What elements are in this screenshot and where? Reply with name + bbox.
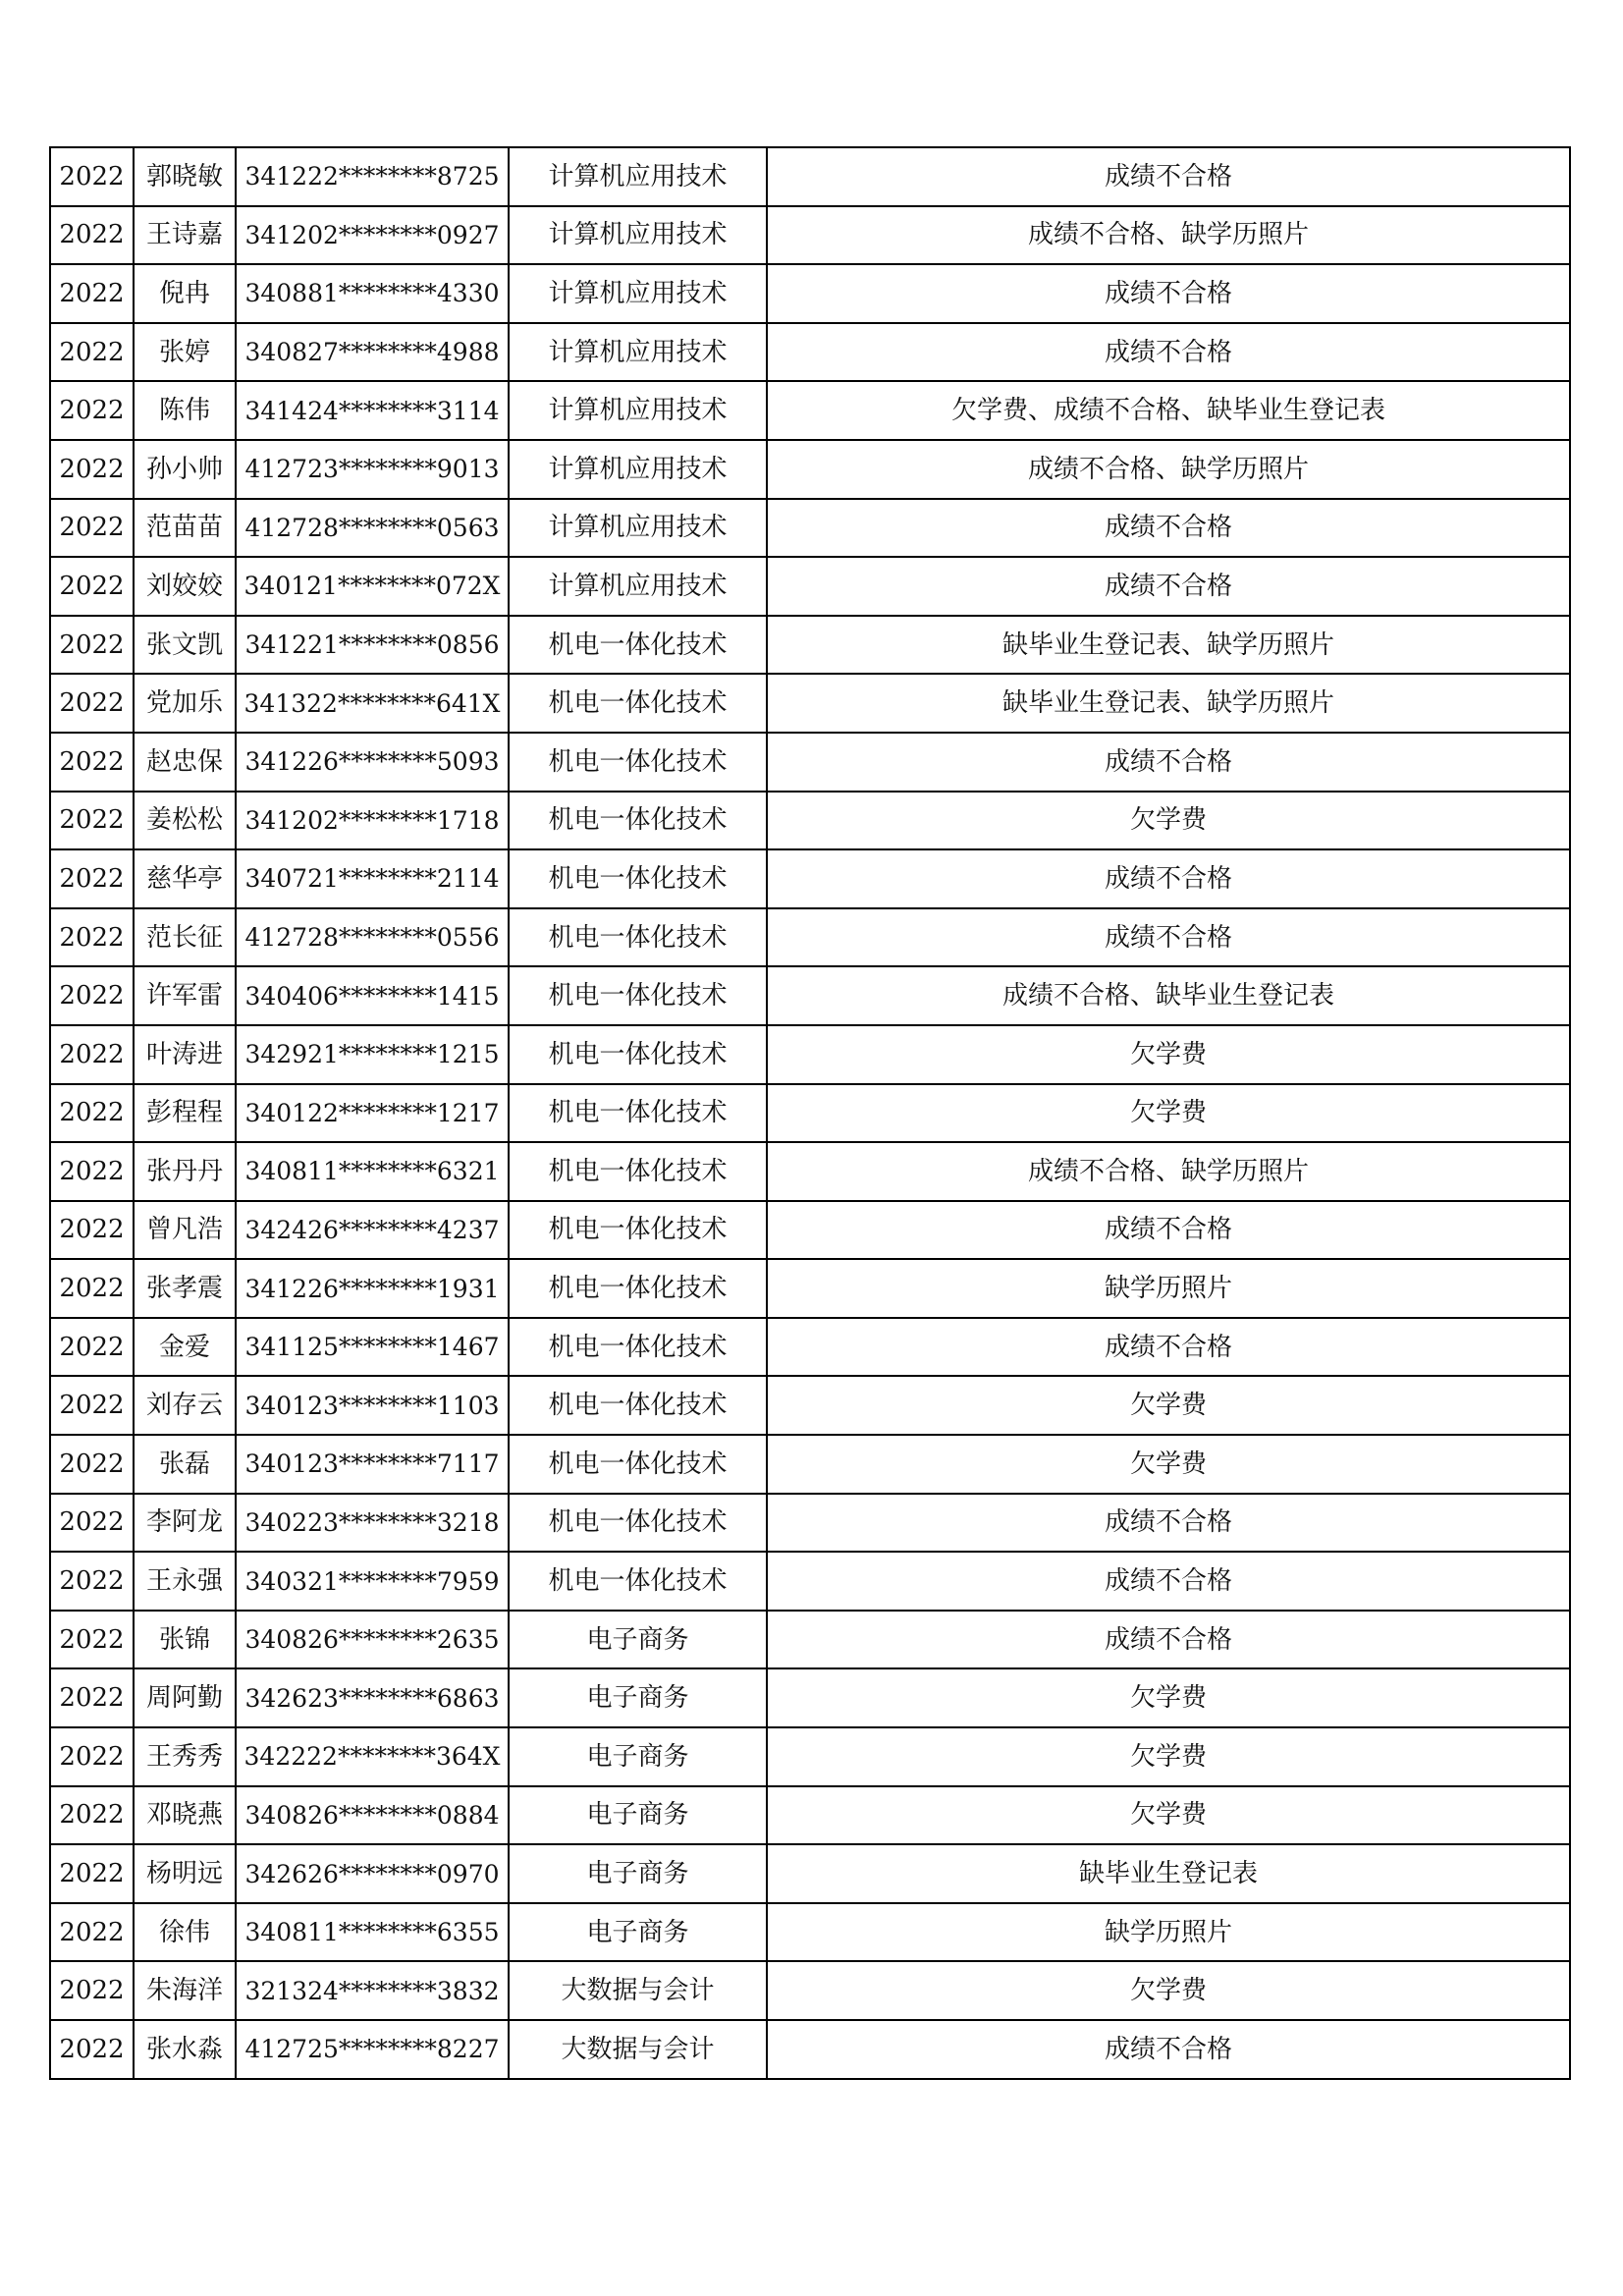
table-row: [50, 1961, 1570, 2020]
cell-reason: 成绩不合格、缺学历照片: [767, 206, 1570, 265]
cell-major: 电子商务: [509, 1786, 767, 1845]
cell-year: 2022: [50, 674, 134, 733]
cell-reason: 欠学费: [767, 1376, 1570, 1435]
cell-reason: 成绩不合格: [767, 2020, 1570, 2079]
cell-year: 2022: [50, 1084, 134, 1143]
table-row: [50, 1084, 1570, 1143]
cell-id-number: 342623********6863: [236, 1668, 509, 1727]
cell-reason: 成绩不合格: [767, 1611, 1570, 1669]
cell-reason: 成绩不合格: [767, 1318, 1570, 1377]
table-row: [50, 2020, 1570, 2079]
cell-year: 2022: [50, 616, 134, 675]
cell-reason: 欠学费、成绩不合格、缺毕业生登记表: [767, 381, 1570, 440]
cell-name: 慈华亭: [134, 849, 236, 908]
cell-year: 2022: [50, 1903, 134, 1962]
table-row: [50, 1668, 1570, 1727]
cell-major: 机电一体化技术: [509, 908, 767, 967]
cell-id-number: 341424********3114: [236, 381, 509, 440]
table-row: [50, 147, 1570, 206]
cell-reason: 缺学历照片: [767, 1259, 1570, 1318]
cell-year: 2022: [50, 1668, 134, 1727]
cell-year: 2022: [50, 206, 134, 265]
cell-id-number: 340826********2635: [236, 1611, 509, 1669]
cell-major: 计算机应用技术: [509, 499, 767, 558]
table-row: [50, 792, 1570, 850]
cell-reason: 欠学费: [767, 1435, 1570, 1494]
cell-major: 机电一体化技术: [509, 966, 767, 1025]
cell-reason: 欠学费: [767, 1084, 1570, 1143]
cell-id-number: 340811********6355: [236, 1903, 509, 1962]
cell-major: 机电一体化技术: [509, 674, 767, 733]
cell-major: 电子商务: [509, 1727, 767, 1786]
cell-major: 电子商务: [509, 1668, 767, 1727]
cell-name: 张文凯: [134, 616, 236, 675]
cell-id-number: 341125********1467: [236, 1318, 509, 1377]
cell-major: 机电一体化技术: [509, 1142, 767, 1201]
cell-year: 2022: [50, 1376, 134, 1435]
cell-major: 大数据与会计: [509, 2020, 767, 2079]
cell-id-number: 340881********4330: [236, 264, 509, 323]
cell-reason: 成绩不合格、缺学历照片: [767, 440, 1570, 499]
cell-major: 机电一体化技术: [509, 1025, 767, 1084]
cell-name: 王永强: [134, 1552, 236, 1611]
cell-id-number: 340123********1103: [236, 1376, 509, 1435]
cell-reason: 成绩不合格: [767, 1201, 1570, 1260]
cell-name: 张婷: [134, 323, 236, 382]
cell-major: 机电一体化技术: [509, 733, 767, 792]
cell-id-number: 412728********0563: [236, 499, 509, 558]
cell-year: 2022: [50, 1435, 134, 1494]
cell-name: 党加乐: [134, 674, 236, 733]
cell-name: 郭晓敏: [134, 147, 236, 206]
cell-major: 机电一体化技术: [509, 1201, 767, 1260]
cell-reason: 欠学费: [767, 1668, 1570, 1727]
cell-name: 倪冉: [134, 264, 236, 323]
cell-name: 徐伟: [134, 1903, 236, 1962]
cell-year: 2022: [50, 966, 134, 1025]
cell-reason: 成绩不合格: [767, 147, 1570, 206]
cell-major: 计算机应用技术: [509, 147, 767, 206]
cell-name: 范苗苗: [134, 499, 236, 558]
table-row: [50, 616, 1570, 675]
table-row: [50, 1494, 1570, 1553]
table-row: [50, 264, 1570, 323]
cell-year: 2022: [50, 1025, 134, 1084]
table-row: [50, 674, 1570, 733]
cell-name: 范长征: [134, 908, 236, 967]
cell-name: 许军雷: [134, 966, 236, 1025]
cell-reason: 缺毕业生登记表、缺学历照片: [767, 674, 1570, 733]
cell-id-number: 340223********3218: [236, 1494, 509, 1553]
cell-year: 2022: [50, 733, 134, 792]
cell-major: 机电一体化技术: [509, 616, 767, 675]
cell-name: 孙小帅: [134, 440, 236, 499]
cell-reason: 成绩不合格: [767, 1552, 1570, 1611]
cell-reason: 成绩不合格: [767, 499, 1570, 558]
cell-year: 2022: [50, 1494, 134, 1553]
cell-name: 王秀秀: [134, 1727, 236, 1786]
table-row: [50, 1611, 1570, 1669]
cell-name: 姜松松: [134, 792, 236, 850]
cell-year: 2022: [50, 1727, 134, 1786]
cell-id-number: 341226********5093: [236, 733, 509, 792]
cell-name: 邓晓燕: [134, 1786, 236, 1845]
cell-major: 计算机应用技术: [509, 264, 767, 323]
cell-id-number: 340321********7959: [236, 1552, 509, 1611]
table-row: [50, 323, 1570, 382]
cell-name: 张锦: [134, 1611, 236, 1669]
cell-name: 叶涛进: [134, 1025, 236, 1084]
cell-reason: 成绩不合格、缺毕业生登记表: [767, 966, 1570, 1025]
table-row: [50, 1727, 1570, 1786]
table-row: [50, 1318, 1570, 1377]
cell-year: 2022: [50, 1786, 134, 1845]
cell-year: 2022: [50, 1552, 134, 1611]
cell-year: 2022: [50, 792, 134, 850]
cell-name: 张丹丹: [134, 1142, 236, 1201]
cell-reason: 成绩不合格: [767, 557, 1570, 616]
cell-reason: 成绩不合格、缺学历照片: [767, 1142, 1570, 1201]
cell-reason: 缺毕业生登记表、缺学历照片: [767, 616, 1570, 675]
cell-year: 2022: [50, 908, 134, 967]
cell-name: 陈伟: [134, 381, 236, 440]
cell-major: 机电一体化技术: [509, 1318, 767, 1377]
cell-reason: 成绩不合格: [767, 1494, 1570, 1553]
cell-name: 张水淼: [134, 2020, 236, 2079]
cell-year: 2022: [50, 557, 134, 616]
cell-year: 2022: [50, 381, 134, 440]
cell-reason: 成绩不合格: [767, 908, 1570, 967]
cell-year: 2022: [50, 1201, 134, 1260]
cell-year: 2022: [50, 440, 134, 499]
cell-major: 机电一体化技术: [509, 1435, 767, 1494]
cell-id-number: 342921********1215: [236, 1025, 509, 1084]
table-row: [50, 499, 1570, 558]
cell-year: 2022: [50, 1318, 134, 1377]
cell-id-number: 341202********1718: [236, 792, 509, 850]
cell-major: 电子商务: [509, 1611, 767, 1669]
cell-major: 电子商务: [509, 1903, 767, 1962]
cell-name: 曾凡浩: [134, 1201, 236, 1260]
cell-major: 计算机应用技术: [509, 557, 767, 616]
cell-name: 赵忠保: [134, 733, 236, 792]
cell-id-number: 341226********1931: [236, 1259, 509, 1318]
table-row: [50, 1259, 1570, 1318]
table-row: [50, 440, 1570, 499]
table-row: [50, 1552, 1570, 1611]
cell-reason: 欠学费: [767, 1025, 1570, 1084]
cell-name: 张磊: [134, 1435, 236, 1494]
cell-id-number: 340827********4988: [236, 323, 509, 382]
cell-reason: 欠学费: [767, 1961, 1570, 2020]
table-row: [50, 557, 1570, 616]
cell-reason: 成绩不合格: [767, 323, 1570, 382]
cell-reason: 欠学费: [767, 1727, 1570, 1786]
cell-year: 2022: [50, 147, 134, 206]
cell-major: 机电一体化技术: [509, 1084, 767, 1143]
table-row: [50, 908, 1570, 967]
cell-reason: 欠学费: [767, 792, 1570, 850]
cell-name: 彭程程: [134, 1084, 236, 1143]
cell-reason: 成绩不合格: [767, 264, 1570, 323]
table-row: [50, 381, 1570, 440]
cell-name: 刘姣姣: [134, 557, 236, 616]
cell-year: 2022: [50, 499, 134, 558]
cell-id-number: 340721********2114: [236, 849, 509, 908]
table-row: [50, 733, 1570, 792]
cell-major: 机电一体化技术: [509, 1552, 767, 1611]
cell-name: 杨明远: [134, 1844, 236, 1903]
student-table: [49, 146, 1571, 2080]
cell-reason: 成绩不合格: [767, 733, 1570, 792]
cell-id-number: 412723********9013: [236, 440, 509, 499]
cell-reason: 缺毕业生登记表: [767, 1844, 1570, 1903]
cell-id-number: 340121********072X: [236, 557, 509, 616]
cell-reason: 欠学费: [767, 1786, 1570, 1845]
table-body: [50, 147, 1570, 2079]
cell-name: 张孝震: [134, 1259, 236, 1318]
cell-year: 2022: [50, 1611, 134, 1669]
cell-name: 金爱: [134, 1318, 236, 1377]
cell-name: 李阿龙: [134, 1494, 236, 1553]
cell-id-number: 340123********7117: [236, 1435, 509, 1494]
cell-name: 刘存云: [134, 1376, 236, 1435]
cell-major: 计算机应用技术: [509, 381, 767, 440]
cell-id-number: 341221********0856: [236, 616, 509, 675]
cell-major: 计算机应用技术: [509, 323, 767, 382]
cell-id-number: 340122********1217: [236, 1084, 509, 1143]
cell-reason: 成绩不合格: [767, 849, 1570, 908]
cell-year: 2022: [50, 1259, 134, 1318]
cell-id-number: 342222********364X: [236, 1727, 509, 1786]
cell-id-number: 342426********4237: [236, 1201, 509, 1260]
table-row: [50, 966, 1570, 1025]
cell-year: 2022: [50, 1142, 134, 1201]
cell-major: 大数据与会计: [509, 1961, 767, 2020]
cell-id-number: 340811********6321: [236, 1142, 509, 1201]
cell-major: 计算机应用技术: [509, 440, 767, 499]
cell-name: 朱海洋: [134, 1961, 236, 2020]
table-row: [50, 1025, 1570, 1084]
table-row: [50, 1786, 1570, 1845]
cell-major: 电子商务: [509, 1844, 767, 1903]
table-row: [50, 1844, 1570, 1903]
table-row: [50, 1201, 1570, 1260]
cell-id-number: 342626********0970: [236, 1844, 509, 1903]
cell-id-number: 340406********1415: [236, 966, 509, 1025]
table-row: [50, 1435, 1570, 1494]
cell-year: 2022: [50, 264, 134, 323]
cell-id-number: 340826********0884: [236, 1786, 509, 1845]
cell-major: 机电一体化技术: [509, 1259, 767, 1318]
cell-major: 机电一体化技术: [509, 849, 767, 908]
table-row: [50, 1903, 1570, 1962]
table-row: [50, 1142, 1570, 1201]
cell-major: 机电一体化技术: [509, 1494, 767, 1553]
cell-id-number: 341222********8725: [236, 147, 509, 206]
cell-reason: 缺学历照片: [767, 1903, 1570, 1962]
cell-name: 王诗嘉: [134, 206, 236, 265]
table-row: [50, 206, 1570, 265]
cell-year: 2022: [50, 849, 134, 908]
cell-id-number: 412728********0556: [236, 908, 509, 967]
cell-major: 机电一体化技术: [509, 1376, 767, 1435]
cell-major: 计算机应用技术: [509, 206, 767, 265]
cell-id-number: 341202********0927: [236, 206, 509, 265]
cell-major: 机电一体化技术: [509, 792, 767, 850]
cell-id-number: 341322********641X: [236, 674, 509, 733]
cell-year: 2022: [50, 323, 134, 382]
cell-id-number: 321324********3832: [236, 1961, 509, 2020]
cell-year: 2022: [50, 1844, 134, 1903]
cell-name: 周阿勤: [134, 1668, 236, 1727]
cell-year: 2022: [50, 1961, 134, 2020]
cell-id-number: 412725********8227: [236, 2020, 509, 2079]
cell-year: 2022: [50, 2020, 134, 2079]
table-row: [50, 1376, 1570, 1435]
table-row: [50, 849, 1570, 908]
